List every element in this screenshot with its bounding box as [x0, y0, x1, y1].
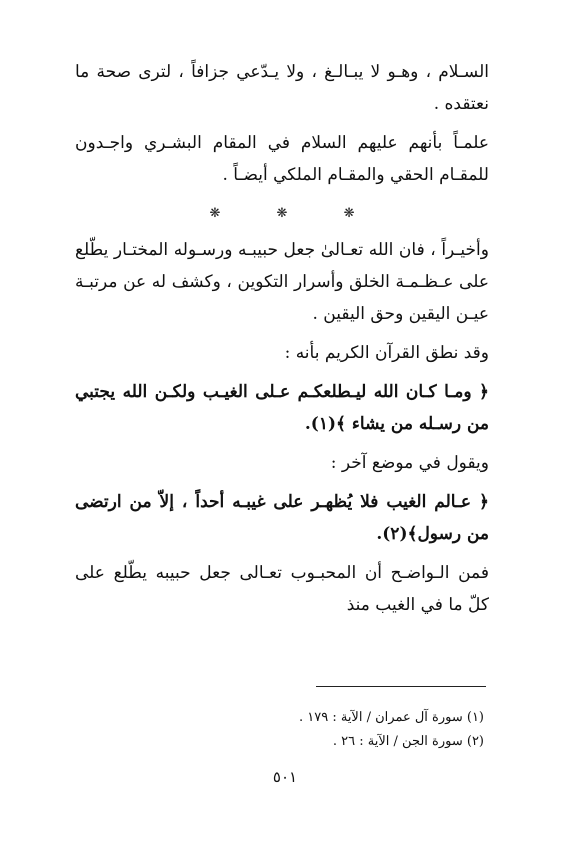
quran-quote-1: ﴿ ومـا كـان الله ليـطلعكـم عـلى الغيـب ولكـن الله يجتبي من رسـله من يشاء ﴾(١).: [75, 382, 489, 434]
footnote-2: (٢) سورة الجن / الآية : ٢٦ .: [332, 734, 484, 749]
quran-quote-2: ﴿ عـالم الغيب فلا يُظهـر على غيبـه أحداً ، إلاّ من ارتضى من رسول﴾(٢).: [75, 492, 489, 544]
paragraph-2: علمـاً بأنهم عليهم السلام في المقام البشـري واجـدون للمقـام الحقي والمقـام الملكي أيضـاً .: [75, 133, 489, 185]
section-separator: ❋ ❋ ❋: [209, 206, 381, 221]
footnotes: [184, 706, 484, 754]
page-number: ٥٠١: [272, 768, 298, 786]
footnote-divider: [316, 686, 486, 687]
paragraph-6: فمن الـواضـح أن المحبـوب تعـالى جعل حبيبه يطّلع على كلّ ما في الغيب منذ: [75, 563, 489, 615]
main-text-column: [75, 56, 489, 628]
paragraph-4: وقد نطق القرآن الكريم بأنه :: [284, 343, 489, 363]
paragraph-5: ويقول في موضع آخر :: [330, 453, 489, 473]
paragraph-3: وأخيـراً ، فان الله تعـالىٰ جعل حبيبـه ورسـوله المختـار يطّلع على عـظـمـة الخلق وأسرار التكوين ، وكشف له عن مرتبـة عيـن اليقين وحق اليقين .: [75, 240, 489, 324]
footnote-1: (١) سورة آل عمران / الآية : ١٧٩ .: [298, 710, 484, 725]
paragraph-1: السـلام ، وهـو لا يبـالـغ ، ولا يـدّعي جزافاً ، لترى صحة ما نعتقده .: [75, 62, 489, 114]
